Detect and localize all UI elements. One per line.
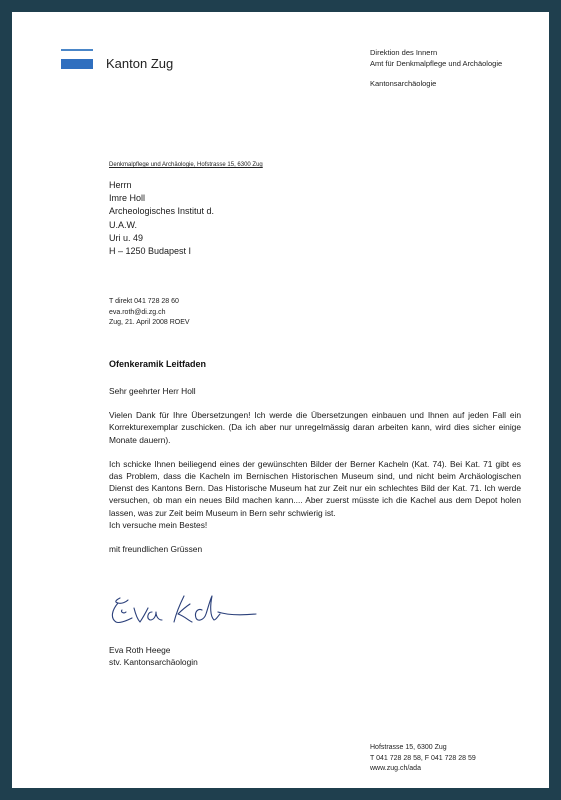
closing-line: Ich versuche mein Bestes!	[109, 519, 208, 530]
logo-accent-line	[61, 49, 93, 51]
sender-return-address: Denkmalpflege und Archäologie, Hofstrasse 15, 6300 Zug	[109, 162, 263, 168]
contact-meta	[109, 297, 190, 329]
recipient-line: H – 1250 Budapest I	[109, 246, 192, 257]
footer-phones: T 041 728 28 58, F 041 728 28 59	[370, 754, 476, 762]
signer-title: stv. Kantonsarchäologin	[109, 657, 198, 668]
date-reference: Zug, 21. April 2008 ROEV	[109, 319, 190, 326]
department-line-1: Direktion des Innern	[370, 48, 438, 57]
recipient-line: Imre Holl	[109, 193, 146, 204]
signer-block	[109, 644, 198, 668]
recipient-address	[109, 179, 214, 258]
body-paragraph-1: Vielen Dank für Ihre Übersetzungen! Ich werde die Übersetzungen einbauen und Ihnen auf jeden Fall ein Korrekturexemplar zuschicken. (Da ich aber nur unregelmässig daran arbeiten kann, wird dies sicher einige Monate dauern).	[109, 410, 521, 445]
footer-website: www.zug.ch/ada	[370, 765, 421, 772]
signer-name: Eva Roth Heege	[109, 645, 171, 655]
letter-body	[109, 385, 521, 555]
footer-address: Hofstrasse 15, 6300 Zug	[370, 744, 447, 751]
logo-mark	[61, 59, 93, 69]
letter-footer	[370, 743, 476, 775]
email-address: eva.roth@di.zg.ch	[109, 308, 166, 316]
recipient-line: Archeologisches Institut d.	[109, 206, 215, 217]
department-line-2: Amt für Denkmalpflege und Archäologie	[370, 58, 503, 68]
recipient-line: Uri u. 49	[109, 232, 144, 243]
direct-phone: T direkt 041 728 28 60	[109, 298, 179, 305]
handwritten-signature	[106, 590, 266, 632]
division-name: Kantonsarchäologie	[370, 79, 437, 88]
org-name: Kanton Zug	[106, 56, 174, 71]
body-paragraph-2: Ich schicke Ihnen beiliegend eines der gewünschten Bilder der Berner Kacheln (Kat. 74). Bei Kat. 71 gibt es das Problem, dass die Kacheln im Bernischen Historischen Museum sind, und nicht beim Archäologischen Dienst des Kantons Bern. Das Historische Museum hat zur Zeit nur ein schlechtes Bild der Kat. 71. Ich werde versuchen, ob man ein neues Bild machen kann.... Aber zuerst müsste ich die Kachel aus dem Depot holen lassen, was zur Zeit beim Museum in Bern sehr schwierig ist.	[109, 458, 521, 518]
letter-subject: Ofenkeramik Leitfaden	[109, 359, 207, 369]
department-block	[370, 48, 502, 90]
recipient-line: U.A.W.	[109, 219, 138, 230]
valediction: mit freundlichen Grüssen	[109, 544, 203, 555]
salutation: Sehr geehrter Herr Holl	[109, 386, 196, 396]
letter-page	[12, 12, 549, 788]
recipient-line: Herrn	[109, 180, 132, 190]
